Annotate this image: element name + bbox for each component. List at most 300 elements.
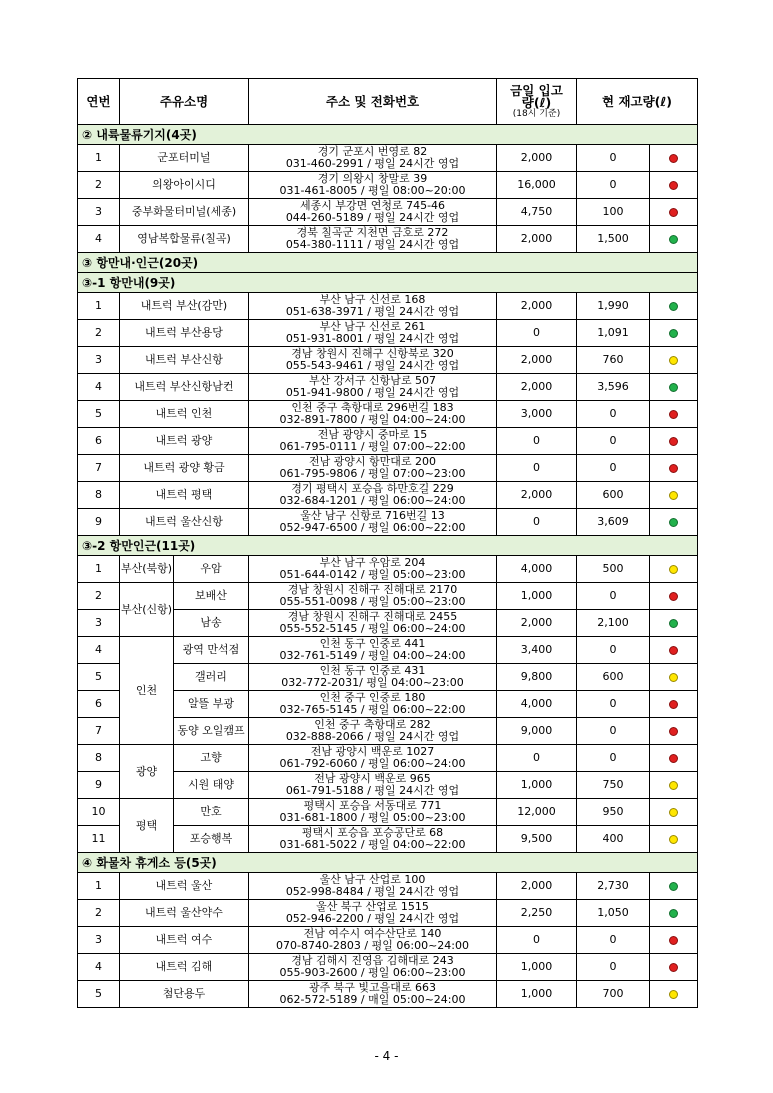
table-row	[78, 374, 698, 401]
row-phone-hours: 061-791-5188 / 평일 24시간 영업	[285, 784, 460, 797]
row-no: 7	[78, 718, 120, 745]
row-name: 내트럭 여수	[120, 927, 249, 954]
table-row	[78, 428, 698, 455]
row-name: 내트럭 울산약수	[120, 900, 249, 927]
row-stock: 0	[577, 718, 650, 745]
status-red-dot-icon	[669, 936, 678, 945]
row-name: 내트럭 울산	[120, 873, 249, 900]
row-address	[249, 145, 497, 172]
row-status	[650, 320, 698, 347]
row-phone-hours: 061-795-0111 / 평일 07:00~22:00	[279, 440, 466, 453]
row-phone-hours: 051-931-8001 / 평일 24시간 영업	[285, 332, 460, 345]
row-name: 고향	[174, 745, 249, 772]
row-address-line: 평택시 포승읍 서동대로 771	[303, 799, 442, 812]
row-stock: 600	[577, 482, 650, 509]
table-row	[78, 583, 698, 610]
row-stock: 3,596	[577, 374, 650, 401]
row-name: 포승행복	[174, 826, 249, 853]
table-row	[78, 145, 698, 172]
row-no: 6	[78, 428, 120, 455]
status-red-dot-icon	[669, 154, 678, 163]
row-address	[249, 610, 497, 637]
row-phone-hours: 055-903-2600 / 평일 06:00~23:00	[279, 966, 466, 979]
row-stock: 1,500	[577, 226, 650, 253]
table-row	[78, 981, 698, 1008]
section-row	[78, 253, 698, 273]
row-no: 1	[78, 873, 120, 900]
row-stock: 1,050	[577, 900, 650, 927]
row-status	[650, 718, 698, 745]
row-no: 3	[78, 199, 120, 226]
table-row	[78, 199, 698, 226]
row-address	[249, 509, 497, 536]
row-address-line: 전남 광양시 백운로 1027	[310, 745, 435, 758]
row-phone-hours: 061-792-6060 / 평일 06:00~24:00	[279, 757, 466, 770]
row-stock: 0	[577, 401, 650, 428]
row-address	[249, 637, 497, 664]
row-address-line: 인천 중구 인중로 180	[319, 691, 426, 704]
status-red-dot-icon	[669, 208, 678, 217]
row-address	[249, 718, 497, 745]
row-name: 영남복합물류(칠곡)	[120, 226, 249, 253]
row-address-line: 경북 칠곡군 지천면 금호로 272	[296, 226, 449, 239]
row-address	[249, 428, 497, 455]
row-no: 10	[78, 799, 120, 826]
row-stock: 950	[577, 799, 650, 826]
status-green-dot-icon	[669, 235, 678, 244]
row-today-in: 9,800	[497, 664, 577, 691]
row-address-line: 울산 북구 산업로 1515	[316, 900, 429, 913]
row-address	[249, 455, 497, 482]
row-today-in: 1,000	[497, 981, 577, 1008]
row-stock: 3,609	[577, 509, 650, 536]
row-today-in: 12,000	[497, 799, 577, 826]
row-today-in: 2,000	[497, 293, 577, 320]
row-stock: 400	[577, 826, 650, 853]
row-today-in: 4,000	[497, 691, 577, 718]
row-stock: 0	[577, 637, 650, 664]
row-stock: 1,091	[577, 320, 650, 347]
row-phone-hours: 054-380-1111 / 평일 24시간 영업	[285, 238, 460, 251]
row-address-line: 전남 광양시 중마로 15	[317, 428, 428, 441]
table-row	[78, 172, 698, 199]
row-address	[249, 583, 497, 610]
table-row	[78, 745, 698, 772]
row-stock: 0	[577, 954, 650, 981]
row-status	[650, 401, 698, 428]
row-status	[650, 145, 698, 172]
header-no: 연번	[78, 79, 120, 125]
row-stock: 0	[577, 745, 650, 772]
status-red-dot-icon	[669, 646, 678, 655]
row-address-line: 경기 군포시 번영로 82	[317, 145, 428, 158]
row-address	[249, 482, 497, 509]
row-status	[650, 610, 698, 637]
row-stock: 750	[577, 772, 650, 799]
status-yellow-dot-icon	[669, 356, 678, 365]
table-row	[78, 509, 698, 536]
row-stock: 0	[577, 428, 650, 455]
section-title: ③-2 항만인근(11곳)	[78, 536, 698, 556]
row-today-in: 1,000	[497, 583, 577, 610]
row-name: 동양 오일캠프	[174, 718, 249, 745]
table-row	[78, 873, 698, 900]
row-address	[249, 900, 497, 927]
row-address	[249, 772, 497, 799]
row-today-in: 0	[497, 745, 577, 772]
row-stock: 2,730	[577, 873, 650, 900]
section-row	[78, 536, 698, 556]
row-name: 내트럭 평택	[120, 482, 249, 509]
header-today-note: (18시 기준)	[512, 108, 561, 119]
row-address-line: 광주 북구 빛고을대로 663	[308, 981, 437, 994]
status-red-dot-icon	[669, 700, 678, 709]
row-no: 4	[78, 226, 120, 253]
row-status	[650, 347, 698, 374]
table-body	[78, 125, 698, 1008]
row-no: 7	[78, 455, 120, 482]
row-group: 부산(북항)	[120, 556, 174, 583]
row-today-in: 16,000	[497, 172, 577, 199]
status-green-dot-icon	[669, 882, 678, 891]
row-no: 8	[78, 482, 120, 509]
header-today	[497, 79, 577, 125]
row-phone-hours: 032-761-5149 / 평일 04:00~24:00	[279, 649, 466, 662]
row-today-in: 2,000	[497, 226, 577, 253]
row-name: 내트럭 부산신항	[120, 347, 249, 374]
row-no: 6	[78, 691, 120, 718]
row-today-in: 1,000	[497, 954, 577, 981]
row-today-in: 1,000	[497, 772, 577, 799]
row-name: 첨단용두	[120, 981, 249, 1008]
row-name: 내트럭 광양 황금	[120, 455, 249, 482]
row-address	[249, 374, 497, 401]
row-phone-hours: 070-8740-2803 / 평일 06:00~24:00	[276, 939, 469, 952]
row-today-in: 3,400	[497, 637, 577, 664]
row-address-line: 부산 남구 신선로 168	[319, 293, 426, 306]
row-address	[249, 172, 497, 199]
row-today-in: 2,000	[497, 482, 577, 509]
status-yellow-dot-icon	[669, 808, 678, 817]
row-phone-hours: 055-551-0098 / 평일 05:00~23:00	[279, 595, 466, 608]
status-yellow-dot-icon	[669, 781, 678, 790]
row-address	[249, 664, 497, 691]
row-name: 군포터미널	[120, 145, 249, 172]
row-status	[650, 637, 698, 664]
row-address	[249, 981, 497, 1008]
row-phone-hours: 032-684-1201 / 평일 06:00~24:00	[279, 494, 466, 507]
row-status	[650, 745, 698, 772]
row-name: 남송	[174, 610, 249, 637]
row-today-in: 4,750	[497, 199, 577, 226]
row-no: 2	[78, 583, 120, 610]
row-no: 5	[78, 664, 120, 691]
row-address-line: 전남 여수시 여수산단로 140	[303, 927, 442, 940]
table-row	[78, 347, 698, 374]
row-stock: 0	[577, 145, 650, 172]
row-today-in: 2,000	[497, 145, 577, 172]
table-row	[78, 799, 698, 826]
row-name: 내트럭 인천	[120, 401, 249, 428]
page-number: - 4 -	[374, 1049, 399, 1063]
row-today-in: 2,000	[497, 610, 577, 637]
table-row	[78, 900, 698, 927]
row-name: 내트럭 부산용당	[120, 320, 249, 347]
status-red-dot-icon	[669, 181, 678, 190]
row-today-in: 4,000	[497, 556, 577, 583]
row-today-in: 9,500	[497, 826, 577, 853]
row-no: 4	[78, 637, 120, 664]
row-today-in: 2,000	[497, 347, 577, 374]
row-no: 2	[78, 320, 120, 347]
row-no: 9	[78, 772, 120, 799]
row-no: 3	[78, 610, 120, 637]
row-status	[650, 374, 698, 401]
row-address-line: 경기 평택시 포승읍 하만호길 229	[291, 482, 454, 495]
row-today-in: 3,000	[497, 401, 577, 428]
status-yellow-dot-icon	[669, 565, 678, 574]
row-name: 갤러리	[174, 664, 249, 691]
row-address-line: 인천 중구 축항대로 282	[314, 718, 431, 731]
row-stock: 700	[577, 981, 650, 1008]
row-status	[650, 954, 698, 981]
row-phone-hours: 052-947-6500 / 평일 06:00~22:00	[279, 521, 466, 534]
status-green-dot-icon	[669, 619, 678, 628]
row-name: 내트럭 부산신항남컨	[120, 374, 249, 401]
row-status	[650, 927, 698, 954]
row-address-line: 인천 중구 축항대로 296번길 183	[291, 401, 454, 414]
row-status	[650, 226, 698, 253]
row-address	[249, 293, 497, 320]
header-name: 주유소명	[120, 79, 249, 125]
row-address-line: 경남 김해시 진영읍 김해대로 243	[291, 954, 454, 967]
status-yellow-dot-icon	[669, 835, 678, 844]
section-row	[78, 125, 698, 145]
row-today-in: 0	[497, 927, 577, 954]
row-address-line: 부산 남구 신선로 261	[319, 320, 426, 333]
row-status	[650, 826, 698, 853]
row-status	[650, 772, 698, 799]
status-red-dot-icon	[669, 410, 678, 419]
row-address-line: 울산 남구 신항로 716번길 13	[300, 509, 445, 522]
row-address-line: 전남 광양시 항만대로 200	[308, 455, 437, 468]
row-phone-hours: 032-765-5145 / 평일 06:00~22:00	[279, 703, 466, 716]
row-phone-hours: 052-946-2200 / 평일 24시간 영업	[285, 912, 460, 925]
row-stock: 2,100	[577, 610, 650, 637]
row-stock: 0	[577, 927, 650, 954]
status-yellow-dot-icon	[669, 673, 678, 682]
row-name: 만호	[174, 799, 249, 826]
status-red-dot-icon	[669, 754, 678, 763]
table-row	[78, 455, 698, 482]
row-address	[249, 691, 497, 718]
row-stock: 500	[577, 556, 650, 583]
header-addr: 주소 및 전화번호	[249, 79, 497, 125]
status-red-dot-icon	[669, 464, 678, 473]
row-address-line: 울산 남구 산업로 100	[319, 873, 426, 886]
row-status	[650, 509, 698, 536]
row-address	[249, 927, 497, 954]
row-no: 11	[78, 826, 120, 853]
row-today-in: 2,000	[497, 873, 577, 900]
row-name: 알뜰 부광	[174, 691, 249, 718]
section-row	[78, 853, 698, 873]
status-green-dot-icon	[669, 518, 678, 527]
header-row	[78, 79, 698, 125]
row-group: 부산(신항)	[120, 583, 174, 637]
row-name: 내트럭 울산신항	[120, 509, 249, 536]
row-address-line: 경남 창원시 진해구 진해대로 2170	[287, 583, 458, 596]
row-name: 의왕아이시디	[120, 172, 249, 199]
table-row	[78, 556, 698, 583]
row-no: 2	[78, 172, 120, 199]
row-no: 4	[78, 374, 120, 401]
row-address-line: 세종시 부강면 연청로 745-46	[299, 199, 446, 212]
row-no: 5	[78, 401, 120, 428]
row-address-line: 인천 동구 인중로 431	[319, 664, 426, 677]
table-row	[78, 293, 698, 320]
row-phone-hours: 044-260-5189 / 평일 24시간 영업	[285, 211, 460, 224]
row-stock: 600	[577, 664, 650, 691]
section-title: ④ 화물차 휴게소 등(5곳)	[78, 853, 698, 873]
table-row	[78, 401, 698, 428]
table-row	[78, 482, 698, 509]
row-address	[249, 347, 497, 374]
row-address-line: 경기 의왕시 창말로 39	[317, 172, 428, 185]
status-green-dot-icon	[669, 909, 678, 918]
row-stock: 100	[577, 199, 650, 226]
section-row	[78, 273, 698, 293]
row-name: 광역 만석점	[174, 637, 249, 664]
row-address	[249, 826, 497, 853]
row-status	[650, 583, 698, 610]
row-today-in: 0	[497, 320, 577, 347]
row-status	[650, 556, 698, 583]
row-address	[249, 320, 497, 347]
row-phone-hours: 031-460-2991 / 평일 24시간 영업	[285, 157, 460, 170]
table-row	[78, 954, 698, 981]
row-status	[650, 482, 698, 509]
status-yellow-dot-icon	[669, 491, 678, 500]
status-red-dot-icon	[669, 592, 678, 601]
row-address-line: 전남 광양시 백운로 965	[314, 772, 431, 785]
row-phone-hours: 061-795-9806 / 평일 07:00~23:00	[279, 467, 466, 480]
row-status	[650, 981, 698, 1008]
row-status	[650, 873, 698, 900]
row-address	[249, 873, 497, 900]
row-stock: 0	[577, 172, 650, 199]
status-red-dot-icon	[669, 727, 678, 736]
row-address	[249, 226, 497, 253]
row-address-line: 인천 동구 인중로 441	[319, 637, 426, 650]
row-phone-hours: 051-941-9800 / 평일 24시간 영업	[285, 386, 460, 399]
row-today-in: 2,000	[497, 374, 577, 401]
row-phone-hours: 052-998-8484 / 평일 24시간 영업	[285, 885, 460, 898]
row-status	[650, 293, 698, 320]
row-address	[249, 745, 497, 772]
row-today-in: 9,000	[497, 718, 577, 745]
row-phone-hours: 032-888-2066 / 평일 24시간 영업	[285, 730, 460, 743]
row-today-in: 0	[497, 428, 577, 455]
row-address-line: 평택시 포승읍 포승공단로 68	[301, 826, 444, 839]
row-no: 1	[78, 293, 120, 320]
row-stock: 1,990	[577, 293, 650, 320]
row-phone-hours: 062-572-5189 / 매일 05:00~24:00	[279, 993, 466, 1006]
status-green-dot-icon	[669, 329, 678, 338]
status-green-dot-icon	[669, 302, 678, 311]
status-green-dot-icon	[669, 383, 678, 392]
row-no: 3	[78, 927, 120, 954]
row-address	[249, 556, 497, 583]
row-phone-hours: 055-543-9461 / 평일 24시간 영업	[285, 359, 460, 372]
row-no: 9	[78, 509, 120, 536]
row-no: 3	[78, 347, 120, 374]
row-no: 8	[78, 745, 120, 772]
row-no: 1	[78, 556, 120, 583]
table-row	[78, 927, 698, 954]
row-phone-hours: 031-461-8005 / 평일 08:00~20:00	[279, 184, 466, 197]
row-stock: 0	[577, 691, 650, 718]
row-group: 인천	[120, 637, 174, 745]
row-no: 2	[78, 900, 120, 927]
row-status	[650, 900, 698, 927]
row-address	[249, 954, 497, 981]
row-name: 보배산	[174, 583, 249, 610]
row-name: 중부화물터미널(세종)	[120, 199, 249, 226]
table-row	[78, 226, 698, 253]
row-status	[650, 172, 698, 199]
row-today-in: 0	[497, 509, 577, 536]
row-name: 시원 태양	[174, 772, 249, 799]
row-address	[249, 199, 497, 226]
fuel-station-table	[77, 78, 698, 1008]
section-title: ③ 항만내·인근(20곳)	[78, 253, 698, 273]
row-group: 평택	[120, 799, 174, 853]
section-title: ② 내륙물류기지(4곳)	[78, 125, 698, 145]
status-yellow-dot-icon	[669, 990, 678, 999]
row-phone-hours: 031-681-1800 / 평일 05:00~23:00	[279, 811, 466, 824]
row-name: 내트럭 광양	[120, 428, 249, 455]
row-address-line: 경남 창원시 진해구 진해대로 2455	[287, 610, 458, 623]
row-phone-hours: 055-552-5145 / 평일 06:00~24:00	[279, 622, 466, 635]
row-phone-hours: 032-891-7800 / 평일 04:00~24:00	[279, 413, 466, 426]
row-no: 4	[78, 954, 120, 981]
row-stock: 0	[577, 455, 650, 482]
row-stock: 760	[577, 347, 650, 374]
row-address	[249, 401, 497, 428]
status-red-dot-icon	[669, 437, 678, 446]
row-name: 우암	[174, 556, 249, 583]
section-title: ③-1 항만내(9곳)	[78, 273, 698, 293]
row-status	[650, 455, 698, 482]
header-stock: 현 재고량(ℓ)	[577, 79, 698, 125]
row-status	[650, 428, 698, 455]
row-address-line: 부산 강서구 신항남로 507	[308, 374, 437, 387]
row-name: 내트럭 김해	[120, 954, 249, 981]
row-phone-hours: 051-644-0142 / 평일 05:00~23:00	[279, 568, 466, 581]
table-row	[78, 320, 698, 347]
row-phone-hours: 032-772-2031/ 평일 04:00~23:00	[281, 676, 464, 689]
row-today-in: 0	[497, 455, 577, 482]
row-status	[650, 799, 698, 826]
row-status	[650, 664, 698, 691]
row-no: 5	[78, 981, 120, 1008]
row-stock: 0	[577, 583, 650, 610]
row-status	[650, 199, 698, 226]
row-address-line: 경남 창원시 진해구 신항북로 320	[291, 347, 454, 360]
row-today-in: 2,250	[497, 900, 577, 927]
table-row	[78, 637, 698, 664]
